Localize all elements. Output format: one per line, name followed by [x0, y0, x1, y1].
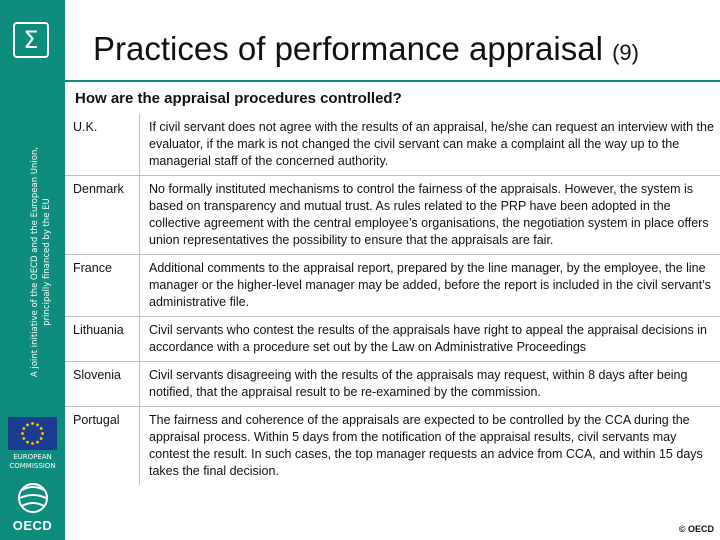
description-cell: Civil servants disagreeing with the results of the appraisals may request, within 8 days after being notified, that the appraisal result to be re-examined by the commission.: [140, 362, 720, 407]
description-cell: No formally instituted mechanisms to control the fairness of the appraisals. However, the system is based on transparency and mutual trust. As rules related to the PRP have been adopted in the collective agreement with the central employee’s organisations, the negotiation system in place offers union representatives the possibility to ensure that the appraisals are fair.: [140, 176, 720, 255]
eu-star-icon: [31, 422, 34, 425]
eu-star-icon: [22, 437, 25, 440]
description-cell: Civil servants who contest the results of the appraisals have right to appeal the appraisal decisions in accordance with a procedure set out by the Law on Administrative Proceedings: [140, 317, 720, 362]
country-table: [65, 114, 720, 485]
vertical-text-line2: principally financed by the EU: [42, 198, 52, 326]
eu-star-icon: [41, 432, 44, 435]
eu-star-icon: [36, 423, 39, 426]
country-cell: Denmark: [65, 176, 140, 255]
country-cell: Lithuania: [65, 317, 140, 362]
title-divider: [65, 80, 720, 82]
sigma-glyph: Σ: [23, 26, 39, 54]
eu-label-line1: EUROPEAN: [13, 453, 52, 461]
table-row: [65, 176, 720, 255]
eu-flag-icon: [8, 417, 57, 450]
subtitle: How are the appraisal procedures controlled?: [75, 90, 402, 107]
eu-star-icon: [26, 441, 29, 444]
country-cell: U.K.: [65, 114, 140, 176]
copyright: © OECD: [678, 524, 714, 534]
table-row: [65, 362, 720, 407]
sigma-logo-icon: [13, 22, 49, 58]
eu-label-line2: COMMISSION: [9, 462, 56, 470]
eu-star-icon: [26, 423, 29, 426]
eu-star-icon: [40, 437, 43, 440]
eu-star-icon: [21, 432, 24, 435]
table-row: [65, 407, 720, 486]
table-row: [65, 317, 720, 362]
eu-star-icon: [22, 427, 25, 430]
description-cell: The fairness and coherence of the appraisals are expected to be controlled by the CCA during the appraisal process. Within 5 days from the notification of the appraisal results, civil servants may contest the result. In such cases, the top manager requests an advice from CCA, and within 15 days takes the final decision.: [140, 407, 720, 486]
eu-star-icon: [31, 442, 34, 445]
description-cell: If civil servant does not agree with the results of an appraisal, he/she can request an interview with the evaluator, if the mark is not changed the civil servant can make a complaint all the way up to the managerial staff of the concerned authority.: [140, 114, 720, 176]
title-number: (9): [612, 40, 639, 65]
country-cell: Slovenia: [65, 362, 140, 407]
description-cell: Additional comments to the appraisal report, prepared by the line manager, by the employee, the line manager or the higher-level manager may be added, before the report is included in the civil servant’s administrative file.: [140, 255, 720, 317]
page-title: [93, 30, 693, 68]
sidebar-vertical-text: [29, 102, 59, 422]
country-cell: Portugal: [73, 413, 120, 427]
country-cell: France: [65, 255, 140, 317]
vertical-text-line1: A joint initiative of the OECD and the European Union,: [30, 146, 40, 378]
oecd-label: OECD: [12, 518, 53, 533]
title-text: Practices of performance appraisal: [93, 30, 603, 67]
eu-commission-label: [0, 453, 65, 471]
table-row: [65, 114, 720, 176]
eu-star-icon: [40, 427, 43, 430]
sidebar: [0, 0, 65, 540]
table-row: [65, 255, 720, 317]
eu-star-icon: [36, 441, 39, 444]
